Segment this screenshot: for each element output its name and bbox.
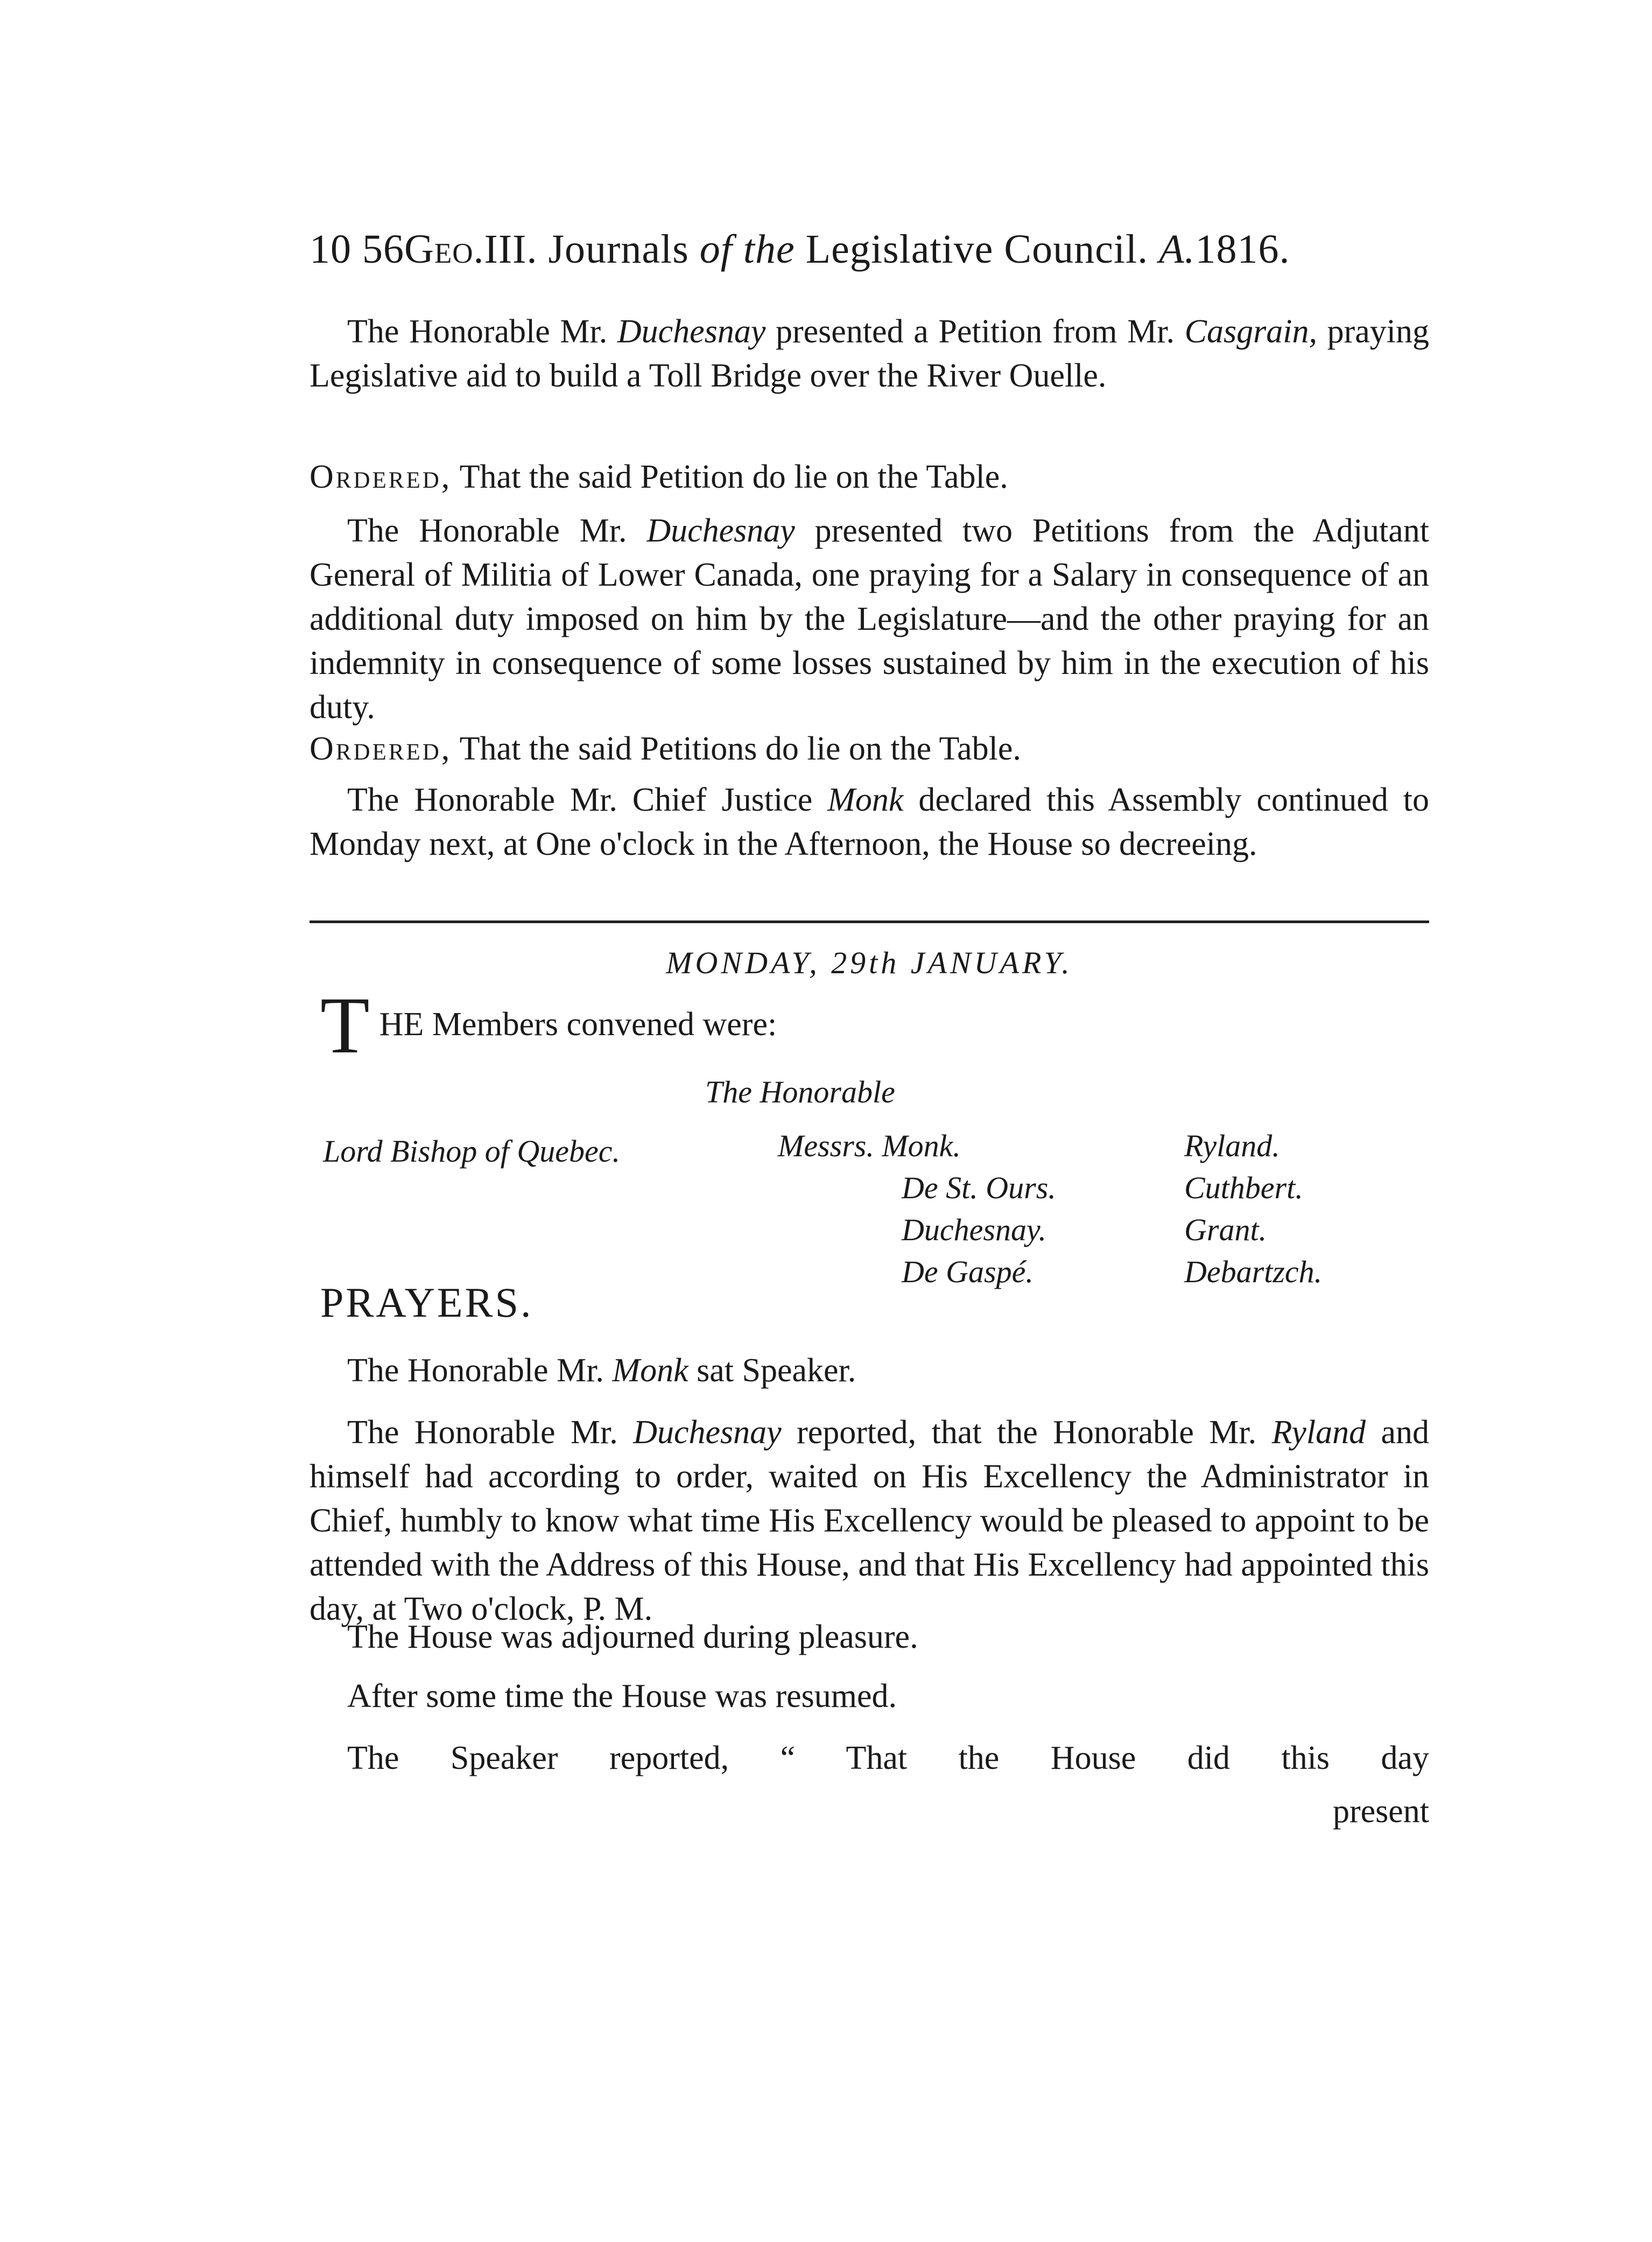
honorable-heading: The Honorable [705, 1074, 895, 1109]
journals-word: Journals [548, 227, 689, 272]
king: Geo.III. [404, 227, 538, 272]
member-name: Duchesnay. [902, 1212, 1046, 1247]
drop-cap: T [320, 981, 370, 1070]
name-casgrain: Casgrain, [1184, 313, 1317, 350]
date-heading: MONDAY, 29th JANUARY. [666, 945, 1073, 980]
member-name: Grant. [1184, 1212, 1267, 1247]
member-name: De Gaspé. [902, 1254, 1034, 1289]
order-petition-table: Ordered, That the said Petition do lie on the Table. [310, 459, 1008, 495]
member-name: De St. Ours. [902, 1170, 1056, 1205]
name-ryland: Ryland [1271, 1414, 1366, 1451]
name-monk: Monk [827, 782, 904, 818]
member-name: Ryland. [1184, 1128, 1280, 1163]
name-duchesnay: Duchesnay [646, 512, 795, 549]
name-duchesnay: Duchesnay [617, 313, 766, 350]
section-rule [310, 920, 1429, 923]
running-header [310, 226, 1429, 273]
ordered-label: Ordered, [310, 730, 452, 767]
paragraph-speaker: The Honorable Mr. Monk sat Speaker. [347, 1352, 856, 1389]
of-the-word: of the [699, 227, 795, 272]
paragraph-adjournment: The Honorable Mr. Chief Justice Monk declared this Assembly continued to Monday next, at One o'clock in the Afternoon, the House so decreeing. [310, 782, 1430, 862]
order-petitions-table: Ordered, That the said Petitions do lie on the Table. [310, 730, 1021, 767]
paragraph-speaker-report: The Speaker reported, “ That the House did this day [347, 1740, 1429, 1776]
anno-mark: A. [1159, 227, 1196, 272]
catchword: present [1332, 1793, 1429, 1830]
paragraph-address-report: The Honorable Mr. Duchesnay reported, that the Honorable Mr. Ryland and himself had according to order, waited on His Excellency the Administrator in Chief, humbly to know what time His Excellency would be pleased to appoint to be attended with the Address of this House, and that His Excellency had appointed this day, at Two o'clock, P. M. [310, 1414, 1430, 1627]
member-name: Messrs. Monk. [778, 1128, 961, 1163]
prayers-heading: PRAYERS. [320, 1279, 533, 1326]
members-column-1 [323, 1130, 620, 1172]
members-intro: THE Members convened were: [320, 981, 777, 1070]
member-name: Lord Bishop of Quebec. [323, 1134, 621, 1169]
member-name: Debartzch. [1184, 1254, 1323, 1289]
paragraph-adjourned: The House was adjourned during pleasure. [347, 1619, 918, 1655]
paragraph-resumed: After some time the House was resumed. [347, 1678, 897, 1714]
members-column-3 [1184, 1125, 1322, 1293]
reign-year: 56 [362, 227, 404, 272]
members-column-2 [778, 1125, 1056, 1293]
name-duchesnay: Duchesnay [633, 1414, 782, 1451]
paragraph-adjutant-petitions: The Honorable Mr. Duchesnay presented two Petitions from the Adjutant General of Militia of Lower Canada, one praying for a Salary in consequence of an additional duty imposed on him by the Legislature—and the other praying for an indemnity in consequence of some losses sustained by him in the execution of his duty. [310, 512, 1430, 726]
name-monk: Monk [612, 1352, 688, 1389]
year: 1816. [1195, 227, 1290, 272]
paragraph-petition-casgrain: The Honorable Mr. Duchesnay presented a Petition from Mr. Casgrain, praying Legislative aid to build a Toll Bridge over the River Ouelle. [310, 313, 1430, 394]
page-number: 10 [310, 227, 352, 272]
council-name: Legislative Council. [805, 227, 1149, 272]
member-name: Cuthbert. [1184, 1170, 1303, 1205]
ordered-label: Ordered, [310, 459, 452, 495]
